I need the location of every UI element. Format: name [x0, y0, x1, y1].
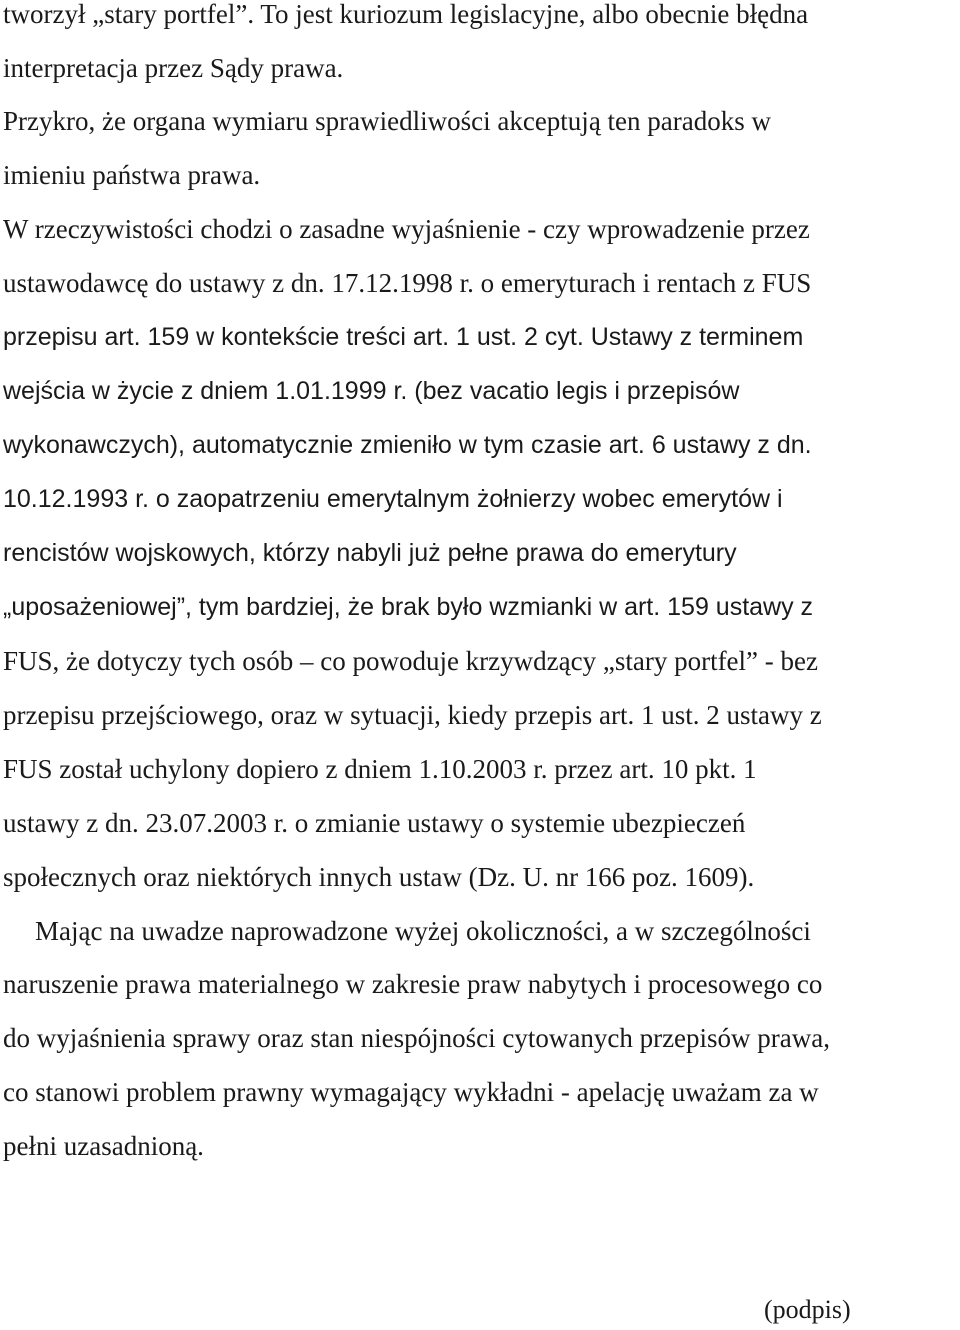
text-line: przepisu art. 159 w kontekście treści art. 1 ust. 2 cyt. Ustawy z terminem	[3, 323, 804, 351]
text-line: ustawodawcę do ustawy z dn. 17.12.1998 r. o emeryturach i rentach z FUS	[3, 268, 812, 298]
signature-placeholder: (podpis)	[764, 1295, 851, 1324]
text-line: interpretacja przez Sądy prawa.	[3, 53, 344, 83]
text-line: co stanowi problem prawny wymagający wykładni - apelację uważam za w	[3, 1077, 819, 1107]
text-line: ustawy z dn. 23.07.2003 r. o zmianie ustawy o systemie ubezpieczeń	[3, 808, 746, 838]
text-line: wykonawczych), automatycznie zmieniło w tym czasie art. 6 ustawy z dn.	[3, 431, 812, 459]
text-line: wejścia w życie z dniem 1.01.1999 r. (bez vacatio legis i przepisów	[3, 377, 740, 405]
text-line: „uposażeniowej”, tym bardziej, że brak było wzmianki w art. 159 ustawy z	[3, 593, 814, 621]
text-line: Mając na uwadze naprowadzone wyżej okoliczności, a w szczególności	[35, 916, 811, 946]
text-line: przepisu przejściowego, oraz w sytuacji, kiedy przepis art. 1 ust. 2 ustawy z	[3, 700, 822, 730]
text-line: społecznych oraz niektórych innych ustaw (Dz. U. nr 166 poz. 1609).	[3, 862, 755, 892]
text-line: Przykro, że organa wymiaru sprawiedliwości akceptują ten paradoks w	[3, 106, 771, 136]
text-line: W rzeczywistości chodzi o zasadne wyjaśnienie - czy wprowadzenie przez	[3, 214, 810, 244]
text-line: naruszenie prawa materialnego w zakresie praw nabytych i procesowego co	[3, 969, 823, 999]
text-line: FUS został uchylony dopiero z dniem 1.10.2003 r. przez art. 10 pkt. 1	[3, 754, 757, 784]
text-line: do wyjaśnienia sprawy oraz stan niespójności cytowanych przepisów prawa,	[3, 1023, 831, 1053]
text-line: pełni uzasadnioną.	[3, 1131, 204, 1161]
text-line: tworzył „stary portfel”. To jest kuriozum legislacyjne, albo obecnie błędna	[3, 0, 809, 29]
text-line: 10.12.1993 r. o zaopatrzeniu emerytalnym żołnierzy wobec emerytów i	[3, 485, 783, 513]
text-line: imieniu państwa prawa.	[3, 160, 261, 190]
text-line: FUS, że dotyczy tych osób – co powoduje krzywdzący „stary portfel” - bez	[3, 646, 818, 676]
text-line: rencistów wojskowych, którzy nabyli już pełne prawa do emerytury	[3, 539, 737, 567]
